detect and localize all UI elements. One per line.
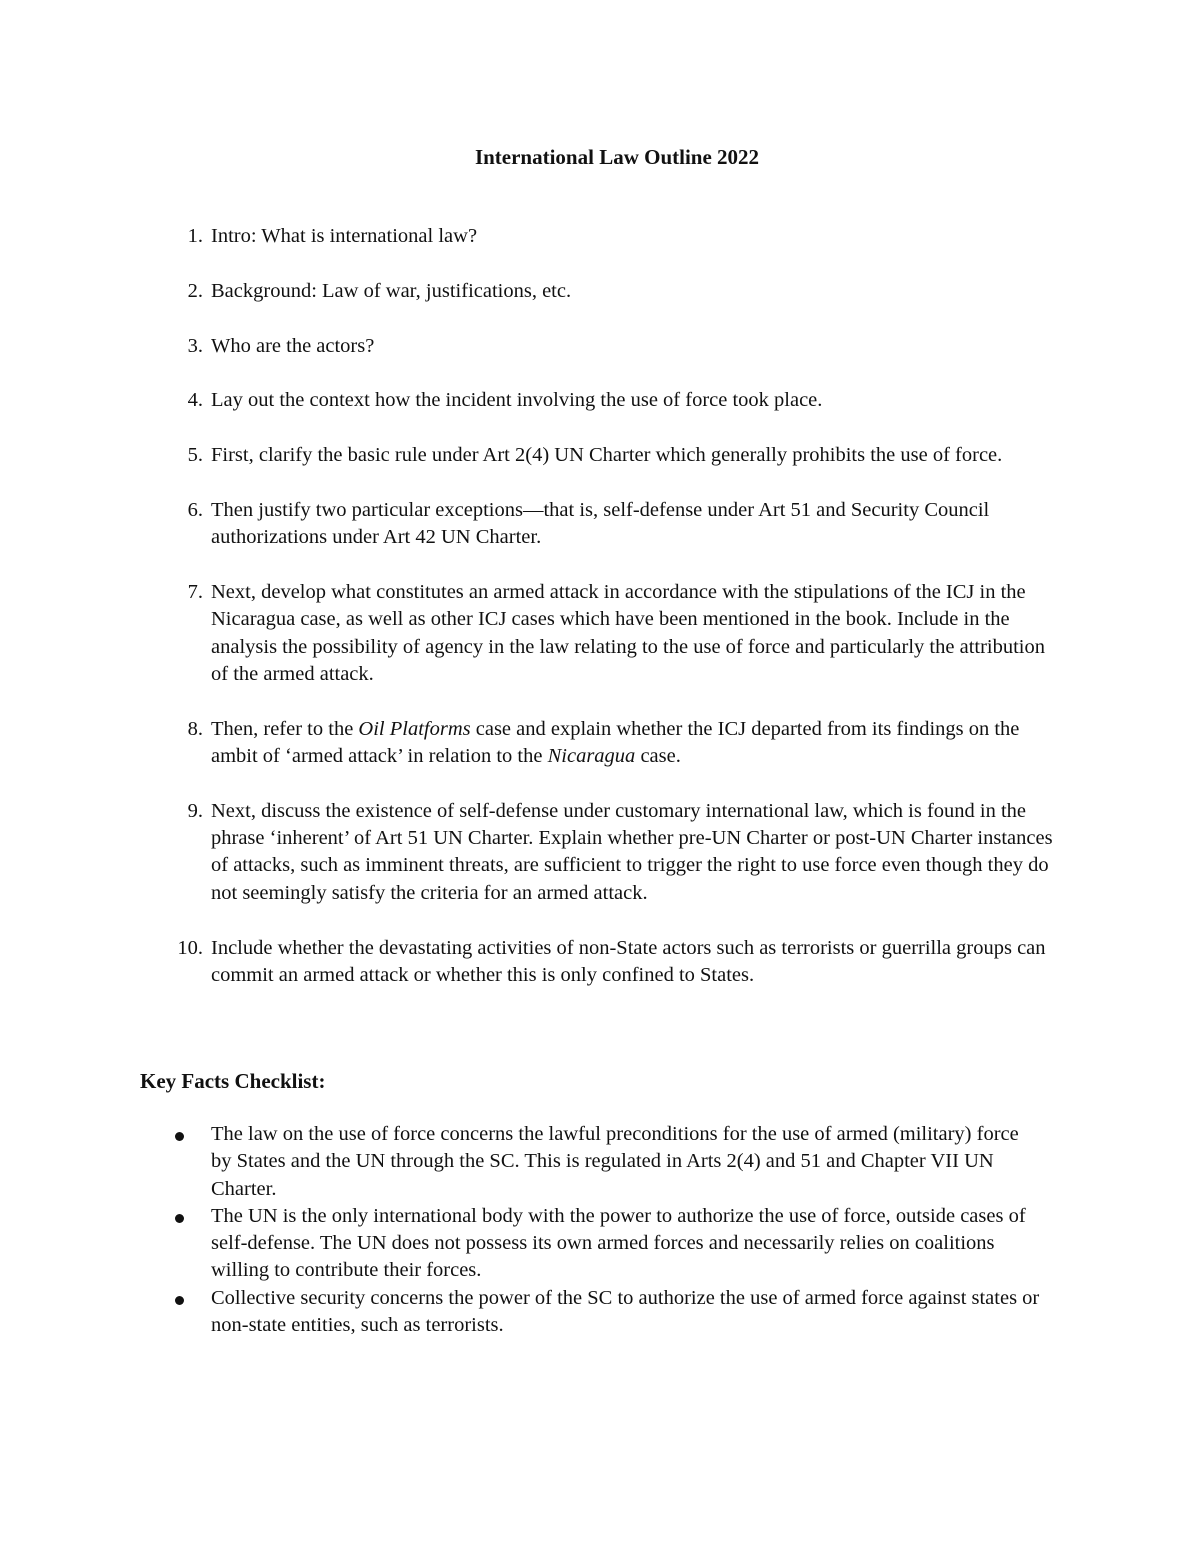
- case-name-nicaragua: Nicaragua: [547, 745, 636, 768]
- outline-item-text-part: Then, refer to the: [211, 717, 359, 740]
- outline-item-text: Background: Law of war, justifications, etc.: [211, 279, 572, 302]
- outline-item-text-part: case.: [635, 745, 681, 768]
- outline-item-text: Lay out the context how the incident involving the use of force took place.: [211, 389, 823, 412]
- outline-item-number: 1.: [187, 225, 203, 247]
- outline-item-number: 3.: [187, 334, 203, 357]
- key-fact-text: The law on the use of force concerns the lawful preconditions for the use of armed (military) force by States and the UN through the SC. This is regulated in Arts 2(4) and 51 and Chapter VII UN Charter.: [211, 1123, 1019, 1200]
- outline-item: [187, 278, 1056, 305]
- case-name-oil-platforms: Oil Platforms: [358, 717, 471, 740]
- key-facts-list: [211, 1121, 1041, 1339]
- outline-item-number: 8.: [187, 717, 203, 740]
- outline-item-text-part: case and explain whether the ICJ departed from its findings on the ambit of ‘armed attack’ in relation to the: [211, 717, 1020, 768]
- outline-item: [187, 387, 1056, 414]
- outline-item: [187, 798, 1056, 907]
- key-fact-item: [211, 1285, 1041, 1340]
- outline-item: [187, 497, 1056, 552]
- document-title: International Law Outline 2022: [474, 145, 760, 169]
- outline-item: [187, 716, 1056, 771]
- bullet-icon: [175, 1132, 184, 1141]
- outline-item: [177, 935, 1056, 990]
- key-fact-text: Collective security concerns the power of the SC to authorize the use of armed force against states or non-state entities, such as terrorists.: [211, 1286, 1040, 1337]
- outline-item-text: Then justify two particular exceptions—that is, self-defense under Art 51 and Security Council authorizations under Art 42 UN Charter.: [211, 498, 990, 549]
- outline-item-number: 10.: [177, 936, 203, 959]
- outline-item-number: 9.: [187, 799, 203, 822]
- outline-item-number: 7.: [187, 581, 203, 604]
- outline-item-text: Intro: What is international law?: [211, 225, 478, 247]
- outline-item-text: Include whether the devastating activities of non-State actors such as terrorists or guerrilla groups can commit an armed attack or whether this is only confined to States.: [211, 936, 1046, 986]
- outline-item-number: 2.: [187, 279, 203, 302]
- outline-item: [187, 333, 1056, 360]
- outline-item: [187, 579, 1056, 688]
- key-fact-item: [211, 1121, 1041, 1203]
- checklist-heading: Key Facts Checklist:: [140, 1069, 326, 1093]
- bullet-icon: [175, 1296, 184, 1305]
- outline-item-number: 6.: [187, 498, 203, 521]
- outline-item: [187, 442, 1056, 469]
- key-fact-item: [211, 1203, 1041, 1285]
- outline-item-number: 5.: [187, 444, 203, 467]
- outline-item: [187, 223, 1056, 250]
- outline-item-text: First, clarify the basic rule under Art 2(4) UN Charter which generally prohibits the use of force.: [211, 444, 1003, 467]
- outline-item-text: Next, develop what constitutes an armed attack in accordance with the stipulations of the ICJ in the Nicaragua case, as well as other ICJ cases which have been mentioned in the book. Include in the analysis the possibility of agency in the law relating to the use of force and particularly the attribution of the armed attack.: [211, 581, 1045, 685]
- bullet-icon: [175, 1214, 184, 1223]
- outline-item-text: Who are the actors?: [211, 334, 375, 357]
- outline-item-text: Next, discuss the existence of self-defense under customary international law, which is found in the phrase ‘inherent’ of Art 51 UN Charter. Explain whether pre-UN Charter or post-UN Charter instances of attacks, such as imminent threats, are sufficient to trigger the right to use force even though they do not seemingly satisfy the criteria for an armed attack.: [211, 799, 1053, 904]
- key-fact-text: The UN is the only international body with the power to authorize the use of force, outside cases of self-defense. The UN does not possess its own armed forces and necessarily relies on coalitions willing to contribute their forces.: [211, 1204, 1026, 1282]
- outline-item-number: 4.: [187, 389, 203, 412]
- outline-list: [177, 223, 1056, 1017]
